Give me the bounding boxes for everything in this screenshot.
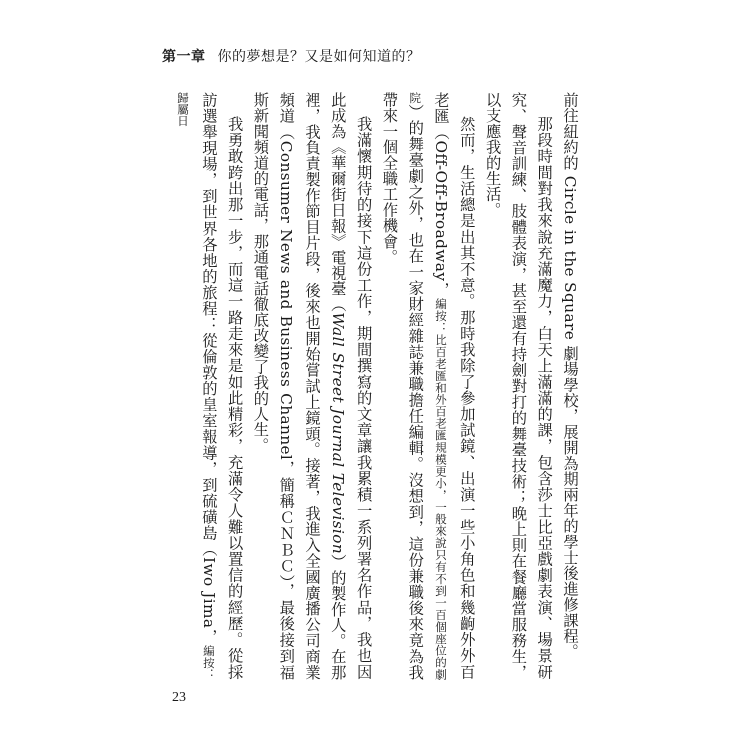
paragraph-text: 劇場學校，展開為期兩年的學士後進修課程。 bbox=[561, 340, 579, 660]
paragraph-text: 前往紐約的 bbox=[561, 92, 579, 176]
paragraph bbox=[376, 92, 479, 680]
paragraph bbox=[556, 92, 582, 680]
paragraph bbox=[247, 92, 376, 680]
body-text bbox=[170, 92, 582, 680]
running-head bbox=[162, 46, 421, 66]
editor-note: 編按：比百老匯和外百老匯規模更小，一般來說只有不到一百個座位的劇院 bbox=[408, 92, 449, 680]
paragraph-text: ， bbox=[432, 281, 451, 298]
italic-title: Wall Street Journal Television bbox=[328, 312, 347, 555]
editor-note: 編按：歸屬日 bbox=[176, 92, 216, 680]
page-number: 23 bbox=[172, 690, 186, 705]
paragraph-text: ， bbox=[199, 628, 218, 645]
latin-term: Circle in the Square bbox=[561, 175, 579, 341]
paragraph-text: ）的舞臺劇之外，也在一家財經雜誌兼職擔任編輯。沒想到，這份兼職後來竟為我帶來一個全職工作機會。 bbox=[380, 92, 425, 680]
chapter-title: 你的夢想是？又是如何知道的？ bbox=[217, 49, 421, 65]
latin-term: Consumer News and Business Channel bbox=[277, 140, 296, 461]
paragraph-text: ）的製作人。在那裡，我負責製作節目片段，後來也開始嘗試上鏡頭。接著，我進入全國廣播公司商業頻道（ bbox=[277, 92, 347, 680]
latin-term: Iwo Jima bbox=[199, 557, 218, 629]
latin-term: Off-Off-Broadway bbox=[432, 140, 451, 282]
paragraph-text: 然而，生活總是出其不意。那時我除了參加試鏡、出演一些小角色和幾齣外外百老匯（ bbox=[432, 92, 476, 680]
paragraph bbox=[479, 92, 556, 680]
chapter-label: 第一章 bbox=[162, 49, 206, 65]
paragraph-text: 我勇敢跨出那一步，而這一路走來是如此精彩，充滿令人難以置信的經歷。從採訪選舉現場，到世界各地的旅程：從倫敦的皇室報導，到硫磺島（ bbox=[199, 92, 244, 680]
paragraph-text: ，簡稱ＣＮＢＣ），最後接到福斯新聞頻道的電話，那通電話徹底改變了我的人生。 bbox=[251, 92, 296, 680]
paragraph-text: 我滿懷期待的接下這份工作，期間撰寫的文章讓我累積一系列署名作品，我也因此成為《華爾街日報》電視臺（ bbox=[328, 92, 373, 680]
paragraph-text: 那段時間對我來說充滿魔力，白天上滿滿的課，包含莎士比亞戲劇表演、場景研究、聲音訓練、肢體表演，甚至還有持劍對打的舞臺技術；晚上則在餐廳當服務生，以支應我的生活。 bbox=[483, 92, 554, 680]
paragraph bbox=[170, 92, 247, 680]
